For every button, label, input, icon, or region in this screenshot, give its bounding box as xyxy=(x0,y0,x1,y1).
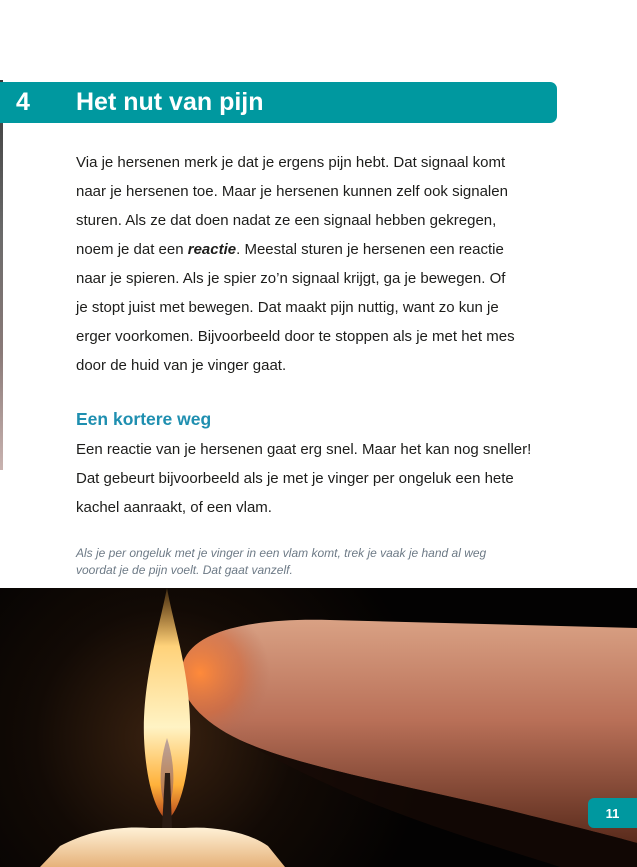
chapter-header-bar xyxy=(0,82,557,123)
text-line xyxy=(76,235,566,264)
text-line: naar je hersenen toe. Maar je hersenen kunnen zelf ook signalen xyxy=(76,183,508,200)
text-line: Een reactie van je hersenen gaat erg snel. Maar het kan nog sneller! xyxy=(76,441,532,458)
text-line: Dat gebeurt bijvoorbeeld als je met je vinger per ongeluk een hete xyxy=(76,470,514,487)
section-heading: Een kortere weg xyxy=(76,409,212,429)
text-line: kachel aanraakt, of een vlam. xyxy=(76,499,272,516)
intro-paragraph xyxy=(76,148,566,380)
facing-page-edge xyxy=(0,80,3,470)
page-number-badge: 11 xyxy=(588,798,637,828)
text-line: sturen. Als ze dat doen nadat ze een signaal hebben gekregen, xyxy=(76,212,497,229)
text-line: naar je spieren. Als je spier zo’n signaal krijgt, ga je bewegen. Of xyxy=(76,270,506,287)
caption-line: Als je per ongeluk met je vinger in een vlam komt, trek je vaak je hand al weg xyxy=(76,546,487,560)
text-segment: . Meestal sturen je hersenen een reactie xyxy=(236,241,504,258)
text-line: erger voorkomen. Bijvoorbeeld door te stoppen als je met het mes xyxy=(76,328,515,345)
photo-caption xyxy=(76,545,576,579)
chapter-title: Het nut van pijn xyxy=(76,88,264,116)
caption-line: voordat je de pijn voelt. Dat gaat vanzelf. xyxy=(76,563,293,577)
candle-finger-illustration xyxy=(0,588,637,867)
chapter-number: 4 xyxy=(16,88,30,116)
text-line: door de huid van je vinger gaat. xyxy=(76,357,287,374)
section-paragraph xyxy=(76,435,566,522)
text-line: Via je hersenen merk je dat je ergens pijn hebt. Dat signaal komt xyxy=(76,154,506,171)
text-segment: noem je dat een xyxy=(76,241,188,258)
candle-finger-photo xyxy=(0,588,637,867)
term-reactie: reactie xyxy=(187,241,237,258)
text-line: je stopt juist met bewegen. Dat maakt pijn nuttig, want zo kun je xyxy=(76,299,499,316)
